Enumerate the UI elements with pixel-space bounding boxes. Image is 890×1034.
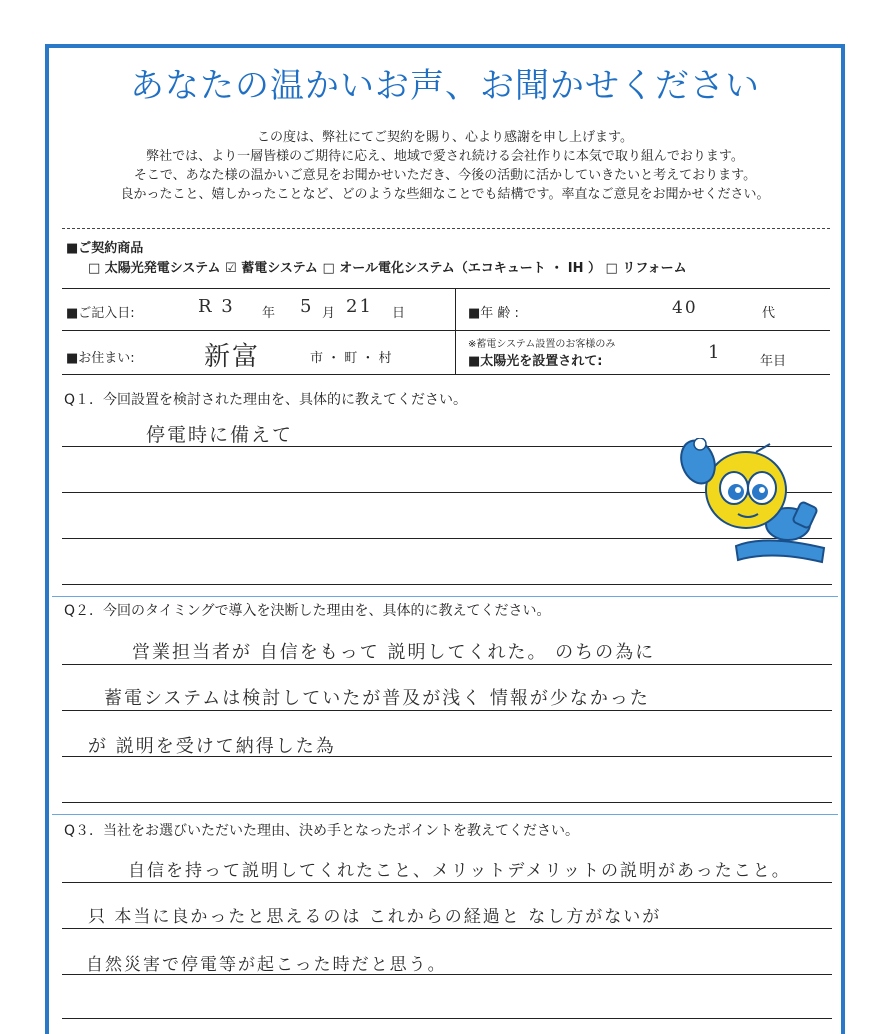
q1-answer-line: 停電時に備えて — [146, 424, 294, 446]
page-title: あなたの温かいお声、お聞かせください — [130, 66, 760, 106]
solar-value: 1 — [708, 342, 722, 363]
q2-question: Q２．今回のタイミングで導入を決断した理由を、具体的に教えてください。 — [64, 603, 551, 619]
age-label: ■年 齢 : — [468, 306, 519, 321]
question-separator — [52, 814, 838, 815]
entry-date-label: ■ご記入日: — [66, 306, 135, 321]
q3-answer-line: 只 本当に良かったと思えるのは これからの経過と なし方がないが — [88, 907, 662, 927]
column-divider — [455, 288, 456, 374]
q2-answer-line: 蓄電システムは検討していたが普及が浅く 情報が少なかった — [104, 688, 650, 709]
q2-answer-line: が 説明を受けて納得した為 — [88, 736, 336, 757]
question-separator — [52, 596, 838, 597]
intro-line: 弊社では、より一層皆様のご期待に応え、地域で愛され続ける会社作りに本気で取り組んでおります。 — [146, 149, 744, 164]
section-divider — [62, 288, 830, 289]
answer-rule — [62, 584, 832, 585]
answer-rule — [62, 756, 832, 757]
solar-label: ■太陽光を設置されて: — [468, 354, 603, 369]
answer-rule — [62, 1018, 832, 1019]
q3-question: Q３．当社をお選びいただいた理由、決め手となったポイントを教えてください。 — [64, 823, 580, 839]
address-unit: 市 ・ 町 ・ 村 — [310, 351, 392, 366]
mascot-icon — [676, 438, 824, 562]
entry-month-unit: 月 — [322, 306, 336, 321]
intro-line: 良かったこと、嬉しかったことなど、どのような些細なことでも結構です。率直なご意見をお聞かせください。 — [120, 187, 770, 202]
solar-note: ※蓄電システム設置のお客様のみ — [468, 339, 616, 350]
q3-answer-line: 自然災害で停電等が起こった時だと思う。 — [86, 955, 447, 975]
address-label: ■お住まい: — [66, 351, 135, 366]
answer-rule — [62, 974, 832, 975]
q3-answer-line: 自信を持って説明してくれたこと、メリットデメリットの説明があったこと。 — [128, 861, 791, 881]
mascot-illustration — [676, 438, 832, 570]
entry-year-value: R 3 — [198, 296, 235, 317]
answer-rule — [62, 710, 832, 711]
section-divider — [62, 330, 830, 331]
section-divider — [62, 228, 830, 229]
intro-line: この度は、弊社にてご契約を賜り、心より感謝を申し上げます。 — [257, 130, 633, 145]
entry-year-unit: 年 — [262, 306, 276, 321]
intro-line: そこで、あなた様の温かいご意見をお聞かせいただき、今後の活動に活かしていきたいと考えております。 — [133, 168, 757, 183]
entry-day-value: 21 — [346, 296, 373, 317]
solar-unit: 年目 — [760, 354, 787, 369]
answer-rule — [62, 802, 832, 803]
intro-text — [0, 128, 890, 204]
answer-rule — [62, 664, 832, 665]
q2-answer-line: 営業担当者が 自信をもって 説明してくれた。 のちの為に — [132, 642, 656, 663]
section-divider — [62, 374, 830, 375]
age-unit: 代 — [762, 306, 776, 321]
answer-rule — [62, 928, 832, 929]
answer-rule — [62, 882, 832, 883]
entry-month-value: 5 — [300, 296, 314, 317]
product-label: ■ご契約商品 — [66, 241, 144, 256]
q1-question: Q１．今回設置を検討された理由を、具体的に教えてください。 — [64, 392, 468, 408]
age-value: 40 — [672, 298, 698, 318]
entry-day-unit: 日 — [392, 306, 406, 321]
address-value: 新富 — [204, 342, 261, 372]
product-options[interactable]: □ 太陽光発電システム ☑ 蓄電システム □ オール電化システム（エコキュート ・ IH ） □ リフォーム — [88, 261, 687, 276]
